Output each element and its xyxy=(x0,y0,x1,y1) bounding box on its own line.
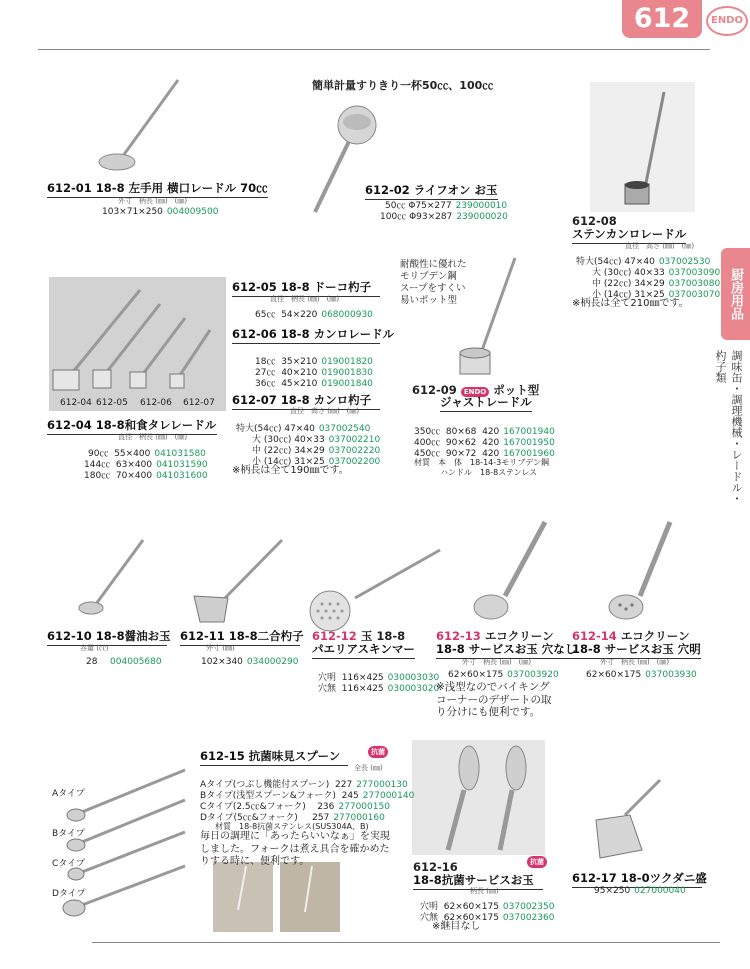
item-612-16-note: ※継目なし xyxy=(432,921,481,932)
item-612-04-title: 612-04 18-8和食タレレードル xyxy=(47,417,217,435)
table-row: 102×340 034000290 xyxy=(201,657,299,667)
table-row: 18㏄ 35×210 019001820 xyxy=(255,357,373,367)
item-612-08-title: ステンカンロレードル xyxy=(572,226,686,244)
table-row: 穴無 62×60×175 037002360 xyxy=(420,913,555,923)
item-612-14-title: 612-14 エコクリーン xyxy=(572,629,690,643)
item-612-16-code: 612-16 xyxy=(413,860,458,874)
photo-label: 612-04 xyxy=(60,398,92,408)
item-612-01-units: 外寸 柄長 (㎜) (㎜) xyxy=(118,197,188,205)
table-row: 27㏄ 40×210 019001830 xyxy=(255,368,373,378)
item-612-13-title: 612-13 エコクリーン xyxy=(436,629,554,643)
item-612-11-units: 外寸 (㎜) xyxy=(206,644,235,652)
item-612-08-note: ※柄長は全て210㎜です。 xyxy=(572,298,689,309)
item-612-09-name: ジャストレードル xyxy=(440,394,532,412)
ladle-612-09-image xyxy=(460,258,515,374)
table-row: 350㏄ 80×68 420 167001940 xyxy=(414,427,555,437)
table-row: 400㏄ 90×62 420 167001950 xyxy=(414,438,555,448)
table-row: 50㏄ Φ75×277 239000010 xyxy=(385,201,508,211)
item-612-05-title: 612-05 18-8 ドーコ杓子 xyxy=(232,279,380,297)
table-row: 62×60×175 037003930 xyxy=(586,670,697,680)
measure-note: 簡単計量すりきり一杯50㏄、100㏄ xyxy=(312,79,494,92)
table-row: Aタイプ(つぶし機能付スプーン) 227 277000130 xyxy=(200,780,408,790)
table-row: 中 (22㏄) 34×29 037003080 xyxy=(592,279,721,289)
item-612-07-units: 直径 高さ (㎜) (㎜) xyxy=(290,407,360,415)
item-612-07-title: 612-07 18-8 カンロ杓子 xyxy=(232,392,380,410)
item-612-09-title: 612-09 ENDO ポット型 xyxy=(412,383,540,397)
item-612-01-title: 612-01 18-8 左手用 横口レードル 70㏄ xyxy=(47,180,268,198)
table-row: Cタイプ(2.5㏄&フォーク) 236 277000150 xyxy=(200,802,390,812)
item-612-10-title: 612-10 18-8醤油お玉 xyxy=(47,628,167,646)
table-row: 穴明 62×60×175 037002350 xyxy=(420,902,555,912)
ladle-612-01-image xyxy=(99,80,178,170)
item-612-17-title: 612-17 18-0ツクダニ盛 xyxy=(572,870,702,888)
item-612-09-feature: 耐酸性に優れた モリブデン鋼 スープをすくい 易いポット型 xyxy=(400,259,467,306)
table-row: 28 004005680 xyxy=(86,657,162,667)
table-row: 穴無 116×425 030003020 xyxy=(318,684,440,694)
item-612-13-units: 外寸 柄長 (㎜) (㎜) xyxy=(462,658,532,666)
section-tab[interactable]: 厨房用品 xyxy=(721,248,750,340)
item-612-02-title: 612-02 ライフオン お玉 xyxy=(365,182,498,200)
brand-mark: 玉 xyxy=(360,629,373,643)
item-612-09-material: 材質 本 体 18-14-3モリブデン鋼 xyxy=(414,458,550,467)
item-612-11-title: 612-11 18-8二合杓子 xyxy=(180,628,300,646)
table-row: 103×71×250 004009500 xyxy=(102,207,219,217)
table-row: 小 (14㏄) 31×25 037003070 xyxy=(592,290,721,300)
item-612-04-units: 直径 柄長 (㎜) (㎜) xyxy=(118,433,188,441)
table-row: 大 (30㏄) 40×33 037002210 xyxy=(252,435,381,445)
table-row: 大 (30㏄) 40×33 037003090 xyxy=(592,268,721,278)
skimmer-612-12-image xyxy=(310,550,440,631)
item-612-15-material: 材質 18-8抗菌ステンレス(SUS304A、B) xyxy=(215,822,369,831)
item-612-09-material: ハンドル 18-8ステンレス xyxy=(440,468,538,477)
item-612-08-units: 直径 高さ (㎜) (㎜) xyxy=(625,242,695,250)
item-612-14-name: 18-8 サービスお玉 穴明 xyxy=(572,641,701,659)
spoon-612-14-image xyxy=(609,522,670,619)
item-612-12-title: 612-12 玉 18-8 xyxy=(312,629,406,643)
table-row: Dタイプ(5㏄&フォーク) 257 277000160 xyxy=(200,813,385,823)
photo-label: 612-05 xyxy=(96,398,128,408)
table-row: 180㏄ 70×400 041031600 xyxy=(84,471,208,481)
item-612-16-units: 柄長 (㎜) xyxy=(470,887,499,895)
table-row: 65㏄ 54×220 068000930 xyxy=(255,310,373,320)
item-612-10-units: 容量 (㏄) xyxy=(80,644,109,652)
section-subtitle: 調味缶・調理機械・レードル・杓子類 xyxy=(714,350,743,504)
brand-logo: ENDO xyxy=(706,6,748,36)
endo-badge: ENDO xyxy=(461,387,489,397)
item-612-15-title: 612-15 抗菌味見スプーン xyxy=(200,748,348,766)
photo-label: 612-07 xyxy=(183,398,215,408)
table-row: 特大(54㏄) 47×40 037002530 xyxy=(576,257,711,267)
type-label: Cタイプ xyxy=(52,859,85,869)
spoon-612-13-image xyxy=(474,522,545,619)
table-row: 中 (22㏄) 34×29 037002220 xyxy=(252,446,381,456)
item-612-06-title: 612-06 18-8 カンロレードル xyxy=(232,326,380,344)
item-612-16-title: 18-8抗菌サービスお玉 xyxy=(413,872,543,890)
table-row: 90㏄ 55×400 041031580 xyxy=(88,449,206,459)
item-612-13-note: ※浅型なのでバイキング コーナーのデザートの取 り分けにも便利です。 xyxy=(436,681,552,718)
item-612-13-name: 18-8 サービスお玉 穴なし xyxy=(436,641,576,659)
item-612-15-units: 全長 (㎜) xyxy=(354,764,383,772)
table-row: 450㏄ 90×72 420 167001960 xyxy=(414,449,555,459)
table-row: Bタイプ(浅型スプーン&フォーク) 245 277000140 xyxy=(200,791,415,801)
photo-label: 612-06 xyxy=(140,398,172,408)
type-label: Aタイプ xyxy=(52,789,85,799)
table-row: 穴明 116×425 030003030 xyxy=(318,673,440,683)
scoop-612-17-image xyxy=(596,780,660,858)
table-row: 100㏄ Φ93×287 239000020 xyxy=(380,212,508,222)
item-612-14-units: 外寸 柄長 (㎜) (㎜) xyxy=(600,658,670,666)
item-612-12-name: パエリアスキンマー xyxy=(312,641,415,659)
table-row: 小 (14㏄) 31×25 037002200 xyxy=(252,457,381,467)
antibacterial-badge: 抗菌 xyxy=(527,856,547,868)
item-612-07-note: ※柄長は全て190㎜です。 xyxy=(232,465,349,476)
table-row: 36㏄ 45×210 019001840 xyxy=(255,379,373,389)
type-label: Bタイプ xyxy=(52,829,85,839)
item-612-05-units: 直径 柄長 (㎜) (㎜) xyxy=(270,295,340,303)
item-612-08-code: 612-08 xyxy=(572,214,617,228)
ladle-612-10-image xyxy=(79,540,143,614)
table-row: 144㏄ 63×400 041031590 xyxy=(84,460,208,470)
type-label: Dタイプ xyxy=(52,889,86,899)
ladle-612-11-image xyxy=(194,540,282,622)
antibacterial-badge: 抗菌 xyxy=(368,746,388,758)
page-number: 612 xyxy=(622,0,702,38)
item-612-15-description: 毎日の調理に「あったらいいなぁ」を実現 しました。フォークは煮え具合を確かめた りする時に、便利です。 xyxy=(200,831,390,867)
table-row: 95×250 027000040 xyxy=(594,886,686,896)
table-row: 特大(54㏄) 47×40 037002540 xyxy=(236,424,371,434)
usage-photo-1 xyxy=(213,862,273,932)
table-row: 62×60×175 037003920 xyxy=(448,670,559,680)
